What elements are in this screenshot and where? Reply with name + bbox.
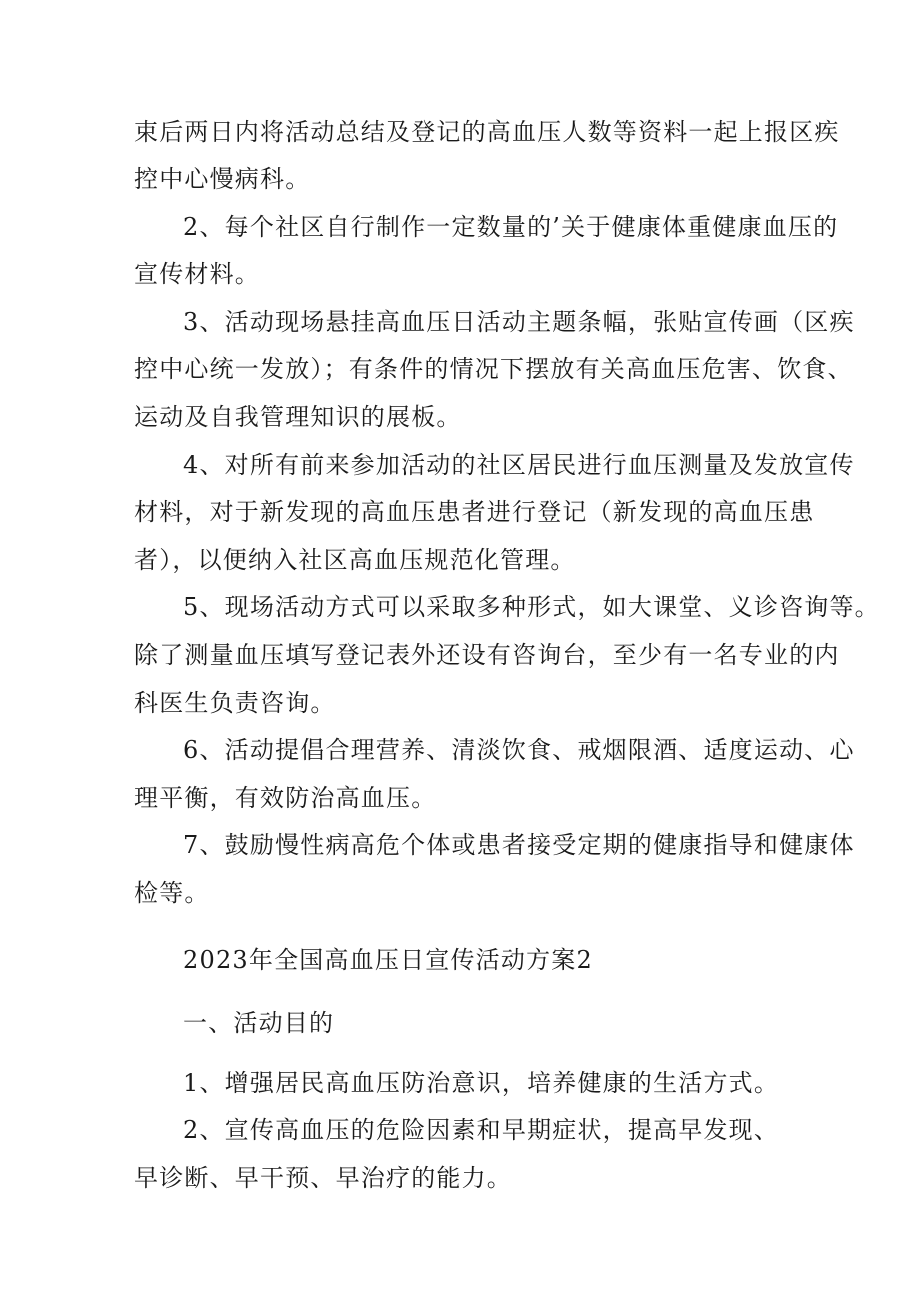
text-line-7: 运动及自我管理知识的展板。 xyxy=(134,403,462,431)
text-line-11: 5、现场活动方式可以采取多种形式，如大课堂、义诊咨询等。 xyxy=(183,593,880,621)
text-line-15: 理平衡，有效防治高血压。 xyxy=(134,784,437,812)
text-line-9: 材料，对于新发现的高血压患者进行登记（新发现的高血压患 xyxy=(134,498,815,526)
text-line-3: 2、每个社区自行制作一定数量的’关于健康体重健康血压的 xyxy=(183,213,839,241)
text-line-5: 3、活动现场悬挂高血压日活动主题条幅，张贴宣传画（区疾 xyxy=(183,308,855,336)
text-line-1: 束后两日内将活动总结及登记的高血压人数等资料一起上报区疾 xyxy=(134,118,840,146)
text-line-20: 1、增强居民高血压防治意识，培养健康的生活方式。 xyxy=(183,1069,780,1097)
text-line-13: 科医生负责咨询。 xyxy=(134,689,336,717)
text-line-4: 宣传材料。 xyxy=(134,260,260,288)
text-line-21: 2、宣传高血压的危险因素和早期症状，提高早发现、 xyxy=(183,1116,780,1144)
text-line-22: 早诊断、早干预、早治疗的能力。 xyxy=(134,1164,512,1192)
section-heading: 2023年全国高血压日宣传活动方案2 xyxy=(183,946,593,974)
text-line-10: 者），以便纳入社区高血压规范化管理。 xyxy=(134,546,576,574)
subsection-heading: 一、活动目的 xyxy=(183,1009,335,1037)
text-line-12: 除了测量血压填写登记表外还设有咨询台，至少有一名专业的内 xyxy=(134,641,840,669)
text-line-8: 4、对所有前来参加活动的社区居民进行血压测量及发放宣传 xyxy=(183,451,855,479)
text-line-17: 检等。 xyxy=(134,879,210,907)
text-line-16: 7、鼓励慢性病高危个体或患者接受定期的健康指导和健康体 xyxy=(183,831,855,859)
text-line-6: 控中心统一发放）；有条件的情况下摆放有关高血压危害、饮食、 xyxy=(134,355,853,383)
text-line-2: 控中心慢病科。 xyxy=(134,165,311,193)
text-line-14: 6、活动提倡合理营养、清淡饮食、戒烟限酒、适度运动、心 xyxy=(183,736,855,764)
